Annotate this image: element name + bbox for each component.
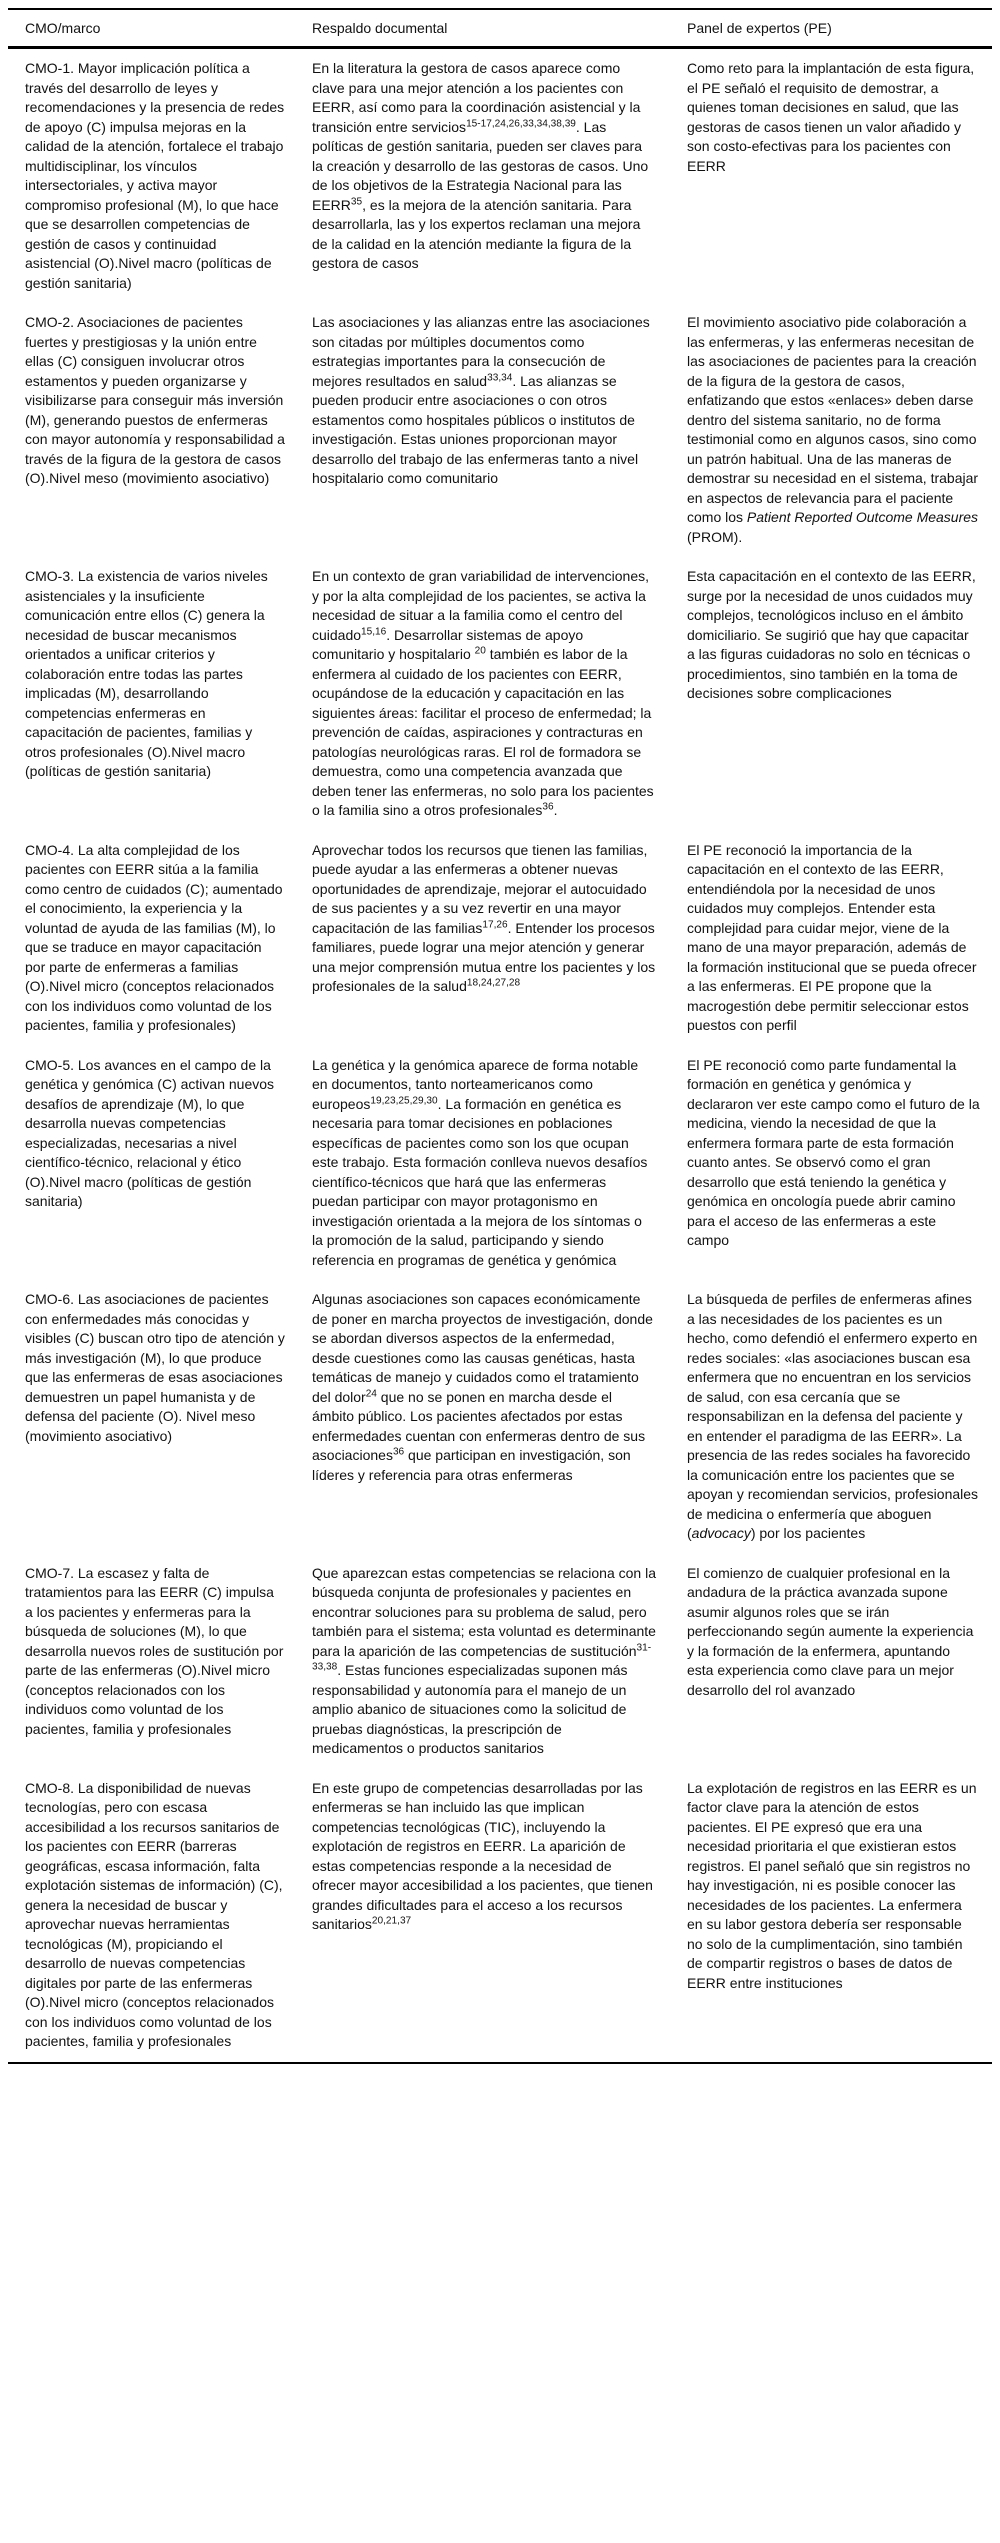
reference-superscript: 36 (542, 801, 554, 813)
table-row (8, 48, 992, 304)
table-row (8, 831, 992, 1046)
text-segment: Como reto para la implantación de esta figura, el PE señaló el requisito de demostrar, a quienes toman decisiones en salud, que las gestoras de casos tienen un valor añadido y son costo-efectivas para los pacientes con EERR (687, 60, 975, 174)
reference-superscript: 20,21,37 (371, 1915, 412, 1927)
text-segment: En la literatura la gestora de casos aparece como clave para una mejor atención a los pacientes con EERR, así como para la coordinación asistencial y la transición entre servicios (312, 60, 641, 135)
reference-superscript: 15,16 (361, 625, 387, 637)
cell-cmo (8, 831, 295, 1046)
text-segment: La búsqueda de perfiles de enfermeras afines a las necesidades de los pacientes es un hecho, como defendió el enfermero experto en redes sociales: «las asociaciones buscan esa enfermera que no encuentran en los servicios de salud, con esa cercanía que se responsabilizan en la defensa del paciente y en entender el paradigma de las EERR». La presencia de las redes sociales ha favorecido la comunicación entre los pacientes que se apoyan y recomiendan servicios, profesionales de medicina o enfermería que aboguen ( (687, 1291, 979, 1541)
reference-superscript: 33,34 (487, 371, 513, 383)
cell-panel (670, 831, 992, 1046)
italic-text: Patient Reported Outcome Measures (746, 509, 979, 525)
cmo-table (8, 8, 992, 2064)
reference-superscript: 18,24,27,28 (466, 977, 521, 989)
cell-respaldo (295, 1046, 670, 1281)
text-segment: En este grupo de competencias desarrolladas por las enfermeras se han incluido las que implican competencias tecnológicas (TIC), incluyendo la explotación de registros en EERR. La aparición de estas competencias responde a la necesidad de ofrecer mayor accesibilidad a los pacientes, que tienen grandes dificultades para el acceso a los recursos sanitarios (312, 1779, 653, 1932)
italic-text: advocacy (691, 1525, 751, 1541)
cell-respaldo (295, 48, 670, 304)
reference-superscript: 31-33,38 (312, 1641, 652, 1673)
cell-cmo (8, 557, 295, 831)
text-segment: El comienzo de cualquier profesional en la andadura de la práctica avanzada supone asumir algunos roles que se irán perfeccionando según aumente la experiencia y la formación de la enfermera, apuntando esta experiencia como clave para un mejor desarrollo del rol avanzado (687, 1564, 974, 1698)
column-header-cmo-marco: CMO/marco (8, 9, 295, 48)
text-segment: . Estas funciones especializadas suponen más responsabilidad y autonomía para el manejo de un amplio abanico de situaciones como la solicitud de pruebas diagnósticas, la prescripción de medicamentos o productos sanitarios (312, 1662, 628, 1756)
reference-superscript: 35 (350, 195, 363, 207)
table-header (8, 9, 992, 48)
text-segment: CMO-7. La escasez y falta de tratamientos para las EERR (C) impulsa a los pacientes y enfermeras para la búsqueda de soluciones (M), lo que desarrolla nuevos roles de sustitución por parte de las enfermeras (O).Nivel micro (conceptos relacionados con los individuos como voluntad de los pacientes, familia y profesionales (25, 1564, 284, 1737)
cell-panel (670, 557, 992, 831)
header-row (8, 9, 992, 48)
text-segment: . Las políticas de gestión sanitaria, pueden ser claves para la creación y desarrollo de las gestoras de casos. Uno de los objetivos de la Estrategia Nacional para las EERR (312, 118, 649, 213)
cell-respaldo (295, 1554, 670, 1769)
text-segment: (PROM). (687, 528, 743, 545)
cell-panel (670, 1280, 992, 1554)
text-segment: CMO-5. Los avances en el campo de la genética y genómica (C) activan nuevos desafíos de aprendizaje (M), lo que desarrolla nuevas competencias especializadas, necesarias a nivel científico-técnico, relacional y ético (O).Nivel macro (políticas de gestión sanitaria) (25, 1056, 275, 1209)
reference-superscript: 24 (365, 1387, 377, 1399)
text-segment: El PE reconoció como parte fundamental la formación en genética y genómica y declararon ver este campo como el futuro de la medicina, viendo la necesidad de que la enfermera formara parte de esta formación cuanto antes. Se observó como el gran desarrollo que está teniendo la genética y genómica en oncología puede abrir camino para el acceso de las enfermeras a este campo (687, 1056, 980, 1248)
reference-superscript: 36 (392, 1446, 405, 1458)
cell-cmo (8, 48, 295, 304)
reference-superscript: 17,26 (482, 918, 508, 930)
text-segment: CMO-2. Asociaciones de pacientes fuertes y prestigiosas y la unión entre ellas (C) consiguen involucrar otros estamentos y pueden organizarse y visibilizarse para conseguir más inversión (M), generando puestos de enfermeras con mayor autonomía y responsabilidad a través de la figura de la gestora de casos (O).Nivel meso (movimiento asociativo) (25, 314, 285, 486)
text-segment: Aprovechar todos los recursos que tienen las familias, puede ayudar a las enfermeras a obtener nuevas oportunidades de aprendizaje, mejorar el autocuidado de sus pacientes y a su vez revertir en una mayor capacitación de las familias (312, 841, 648, 936)
text-segment: . (553, 802, 558, 818)
cell-panel (670, 1046, 992, 1281)
text-segment: . Entender los procesos familiares, puede lograr una mejor atención y generar una mejor comprensión mutua entre los pacientes y los profesionales de la salud (312, 919, 656, 994)
cell-cmo (8, 303, 295, 557)
cell-cmo (8, 1280, 295, 1554)
paper-table-page (0, 8, 1000, 2064)
table-row (8, 1769, 992, 2063)
text-segment: La explotación de registros en las EERR es un factor clave para la atención de estos pacientes. El PE expresó que era una necesidad prioritaria el que existieran estos registros. El panel señaló que sin registros no hay investigación, ni es posible conocer las necesidades de los pacientes. La enfermera en su labor gestora debería ser responsable no solo de la cumplimentación, sino también de compartir registros o bases de datos de EERR entre instituciones (687, 1779, 977, 1991)
text-segment: que participan en investigación, son líderes y referencia para otras enfermeras (312, 1447, 631, 1483)
cell-panel (670, 303, 992, 557)
cell-panel (670, 1554, 992, 1769)
text-segment: Esta capacitación en el contexto de las EERR, surge por la necesidad de unos cuidados muy complejos, tecnológicos incluso en el ámbito domiciliario. Se sugirió que hay que capacitar a las figuras cuidadoras no solo en técnicas o procedimientos, sino también en la toma de decisiones sobre complicaciones (687, 568, 976, 701)
text-segment: El PE reconoció la importancia de la capacitación en el contexto de las EERR, entendiéndola por la necesidad de unos cuidados muy complejos. Entender esta complejidad para cuidar mejor, viene de la mano de una mayor preparación, además de la formación institucional que se pueda ofrecer a las enfermeras. El PE propone que la macrogestión debe permitir seleccionar estos puestos con perfil (687, 841, 977, 1033)
cell-respaldo (295, 303, 670, 557)
table-row (8, 557, 992, 831)
text-segment: . Desarrollar sistemas de apoyo comunitario y hospitalario (312, 626, 584, 662)
text-segment: En un contexto de gran variabilidad de intervenciones, y por la alta complejidad de los pacientes, se activa la necesidad de situar a la familia como el centro del cuidado (312, 568, 649, 643)
cell-panel (670, 1769, 992, 2063)
text-segment: que no se ponen en marcha desde el ámbito público. Los pacientes afectados por estas enfermedades cuentan con enfermeras dentro de sus asociaciones (312, 1388, 646, 1463)
text-segment: ) por los pacientes (750, 1525, 866, 1541)
text-segment: . La formación en genética es necesaria para tomar decisiones en poblaciones específicas de pacientes como son los que ocupan este trabajo. Esta formación conlleva nuevos desafíos científico-técnicos que hará que las enfermeras puedan participar con mayor protagonismo en investigación orientada a la mejora de los síntomas o la promoción de la salud, participando y siendo referencia en programas de genética y genómica (312, 1095, 648, 1268)
table-row (8, 1280, 992, 1554)
cell-respaldo (295, 557, 670, 831)
text-segment: CMO-1. Mayor implicación política a través del desarrollo de leyes y recomendaciones y la presencia de redes de apoyo (C) impulsa mejoras en la calidad de la atención, fortalece el trabajo multidisciplinar, los vínculos intersectoriales, y activa mayor compromiso profesional (M), lo que hace que se desarrollen competencias de gestión de casos y continuidad asistencial (O).Nivel macro (políticas de gestión sanitaria) (25, 60, 285, 291)
cell-cmo (8, 1554, 295, 1769)
cmo-table-body (8, 48, 992, 2063)
text-segment: CMO-6. Las asociaciones de pacientes con enfermedades más conocidas y visibles (C) buscan otro tipo de atención y más investigación (M), lo que produce que las enfermeras de esas asociaciones demuestren un papel humanista y de defensa del paciente (O). Nivel meso (movimiento asociativo) (25, 1291, 285, 1444)
text-segment: El movimiento asociativo pide colaboración a las enfermeras, y las enfermeras necesitan de las asociaciones de pacientes para la creación de la figura de la gestora de casos, enfatizando que estos «enlaces» deben darse dentro del sistema sanitario, no de forma testimonial como en algunos casos, sino como un patrón habitual. Una de las maneras de demostrar su necesidad en el sistema, trabajar en aspectos de relevancia para el paciente como los (687, 314, 979, 525)
cell-panel (670, 48, 992, 304)
text-segment: CMO-4. La alta complejidad de los pacientes con EERR sitúa a la familia como centro de cuidados (C); aumentado el conocimiento, la experiencia y la voluntad de ayuda de las familias (M), lo que se traduce en mayor capacitación por parte de enfermeras a familias (O).Nivel micro (conceptos relacionados con los individuos como voluntad de los pacientes, familia y profesionales) (25, 841, 283, 1033)
column-header-respaldo-documental: Respaldo documental (295, 9, 670, 48)
text-segment: , es la mejora de la atención sanitaria. Para desarrollarla, las y los expertos reclaman una mejora de la calidad en la atención mediante la figura de la gestora de casos (312, 196, 641, 271)
cell-respaldo (295, 1280, 670, 1554)
text-segment: CMO-3. La existencia de varios niveles asistenciales y la insuficiente comunicación entre ellos (C) genera la necesidad de buscar mecanismos orientados a unificar criterios y colaboración entre todas las partes implicadas (M), desarrollando competencias enfermeras en capacitación de pacientes, familias y otros profesionales (O).Nivel macro (políticas de gestión sanitaria) (25, 568, 268, 779)
table-row (8, 1554, 992, 1769)
cell-respaldo (295, 831, 670, 1046)
cell-cmo (8, 1046, 295, 1281)
reference-superscript: 19,23,25,29,30 (370, 1094, 438, 1106)
column-header-panel-expertos: Panel de expertos (PE) (670, 9, 992, 48)
text-segment: . Las alianzas se pueden producir entre asociaciones o con otros estamentos como hospitales públicos o institutos de investigación. Estas uniones proporcionan mayor desarrollo del trabajo de las enfermeras tanto a nivel hospitalario como comunitario (312, 372, 639, 486)
reference-superscript: 15-17,24,26,33,34,38,39 (466, 117, 576, 129)
cell-respaldo (295, 1769, 670, 2063)
reference-superscript: 20 (474, 645, 486, 657)
text-segment: Las asociaciones y las alianzas entre las asociaciones son citadas por múltiples documentos como estrategias importantes para la consecución de mejores resultados en salud (312, 314, 650, 389)
text-segment: también es labor de la enfermera al cuidado de los pacientes con EERR, ocupándose de la educación y capacitación en las siguientes áreas: facilitar el proceso de enfermedad; la prevención de caídas, aspiraciones y contracturas en patologías neurológicas raras. El rol de formadora se demuestra, como una competencia avanzada que deben tener las enfermeras, no solo para los pacientes o la familia sino a otros profesionales (312, 646, 654, 818)
text-segment: CMO-8. La disponibilidad de nuevas tecnologías, pero con escasa accesibilidad a los recursos sanitarios de los pacientes con EERR (barreras geográficas, escasa información, falta explotación sistemas de información) (C), genera la necesidad de buscar y aprovechar nuevas herramientas tecnológicas (M), propiciando el desarrollo de nuevas competencias digitales por parte de las enfermeras (O).Nivel micro (conceptos relacionados con los individuos como voluntad de los pacientes, familia y profesionales (25, 1779, 283, 2049)
table-row (8, 1046, 992, 1281)
table-row (8, 303, 992, 557)
cell-cmo (8, 1769, 295, 2063)
text-segment: Algunas asociaciones son capaces económicamente de poner en marcha proyectos de investigación, donde se abordan diversos aspectos de la enfermedad, desde cuestiones como las causas genéticas, hasta temáticas de manejo y cuidados como el tratamiento del dolor (312, 1291, 653, 1405)
text-segment: Que aparezcan estas competencias se relaciona con la búsqueda conjunta de profesionales y pacientes en encontrar soluciones para su problema de salud, pero también para el sistema; esta voluntad es determinante para la aparición de las competencias de sustitución (312, 1564, 656, 1659)
text-segment: La genética y la genómica aparece de forma notable en documentos, tanto norteamericanos como europeos (312, 1056, 639, 1112)
